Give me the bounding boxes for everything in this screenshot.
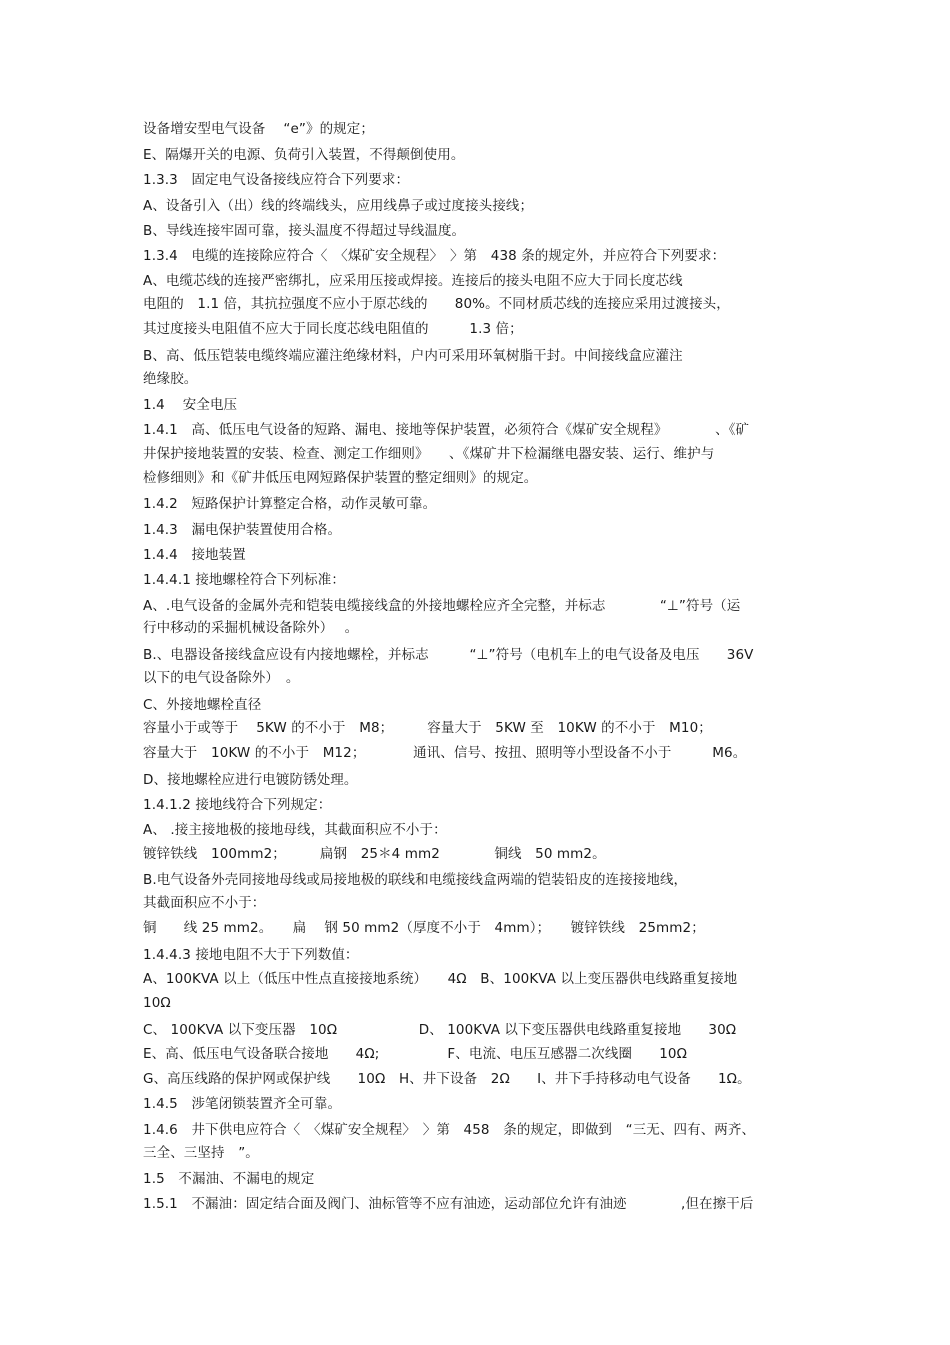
- text-line: B、高、低压铠装电缆终端应灌注绝缘材料，户内可采用环氧树脂干封。中间接线盒应灌注: [143, 348, 683, 364]
- section-heading: 1.4 安全电压: [143, 397, 238, 413]
- text-line: E、高、低压电气设备联合接地 4Ω; F、电流、电压互感器二次线圈 10Ω: [143, 1046, 688, 1062]
- text-line: B、导线连接牢固可靠，接头温度不得超过导线温度。: [143, 223, 466, 239]
- text-line: 以下的电气设备除外） 。: [143, 670, 300, 686]
- text-line: B.电气设备外壳同接地母线或局接地极的联线和电缆接线盒两端的铠装铅皮的连接接地线，: [143, 872, 688, 888]
- text-line: 10Ω: [143, 995, 171, 1011]
- text-line: 镀锌铁线 100mm2； 扁钢 25＊4 mm2 铜线 50 mm2。: [143, 846, 606, 862]
- text-line: 1.3.3 固定电气设备接线应符合下列要求：: [143, 172, 410, 188]
- text-line: 容量小于或等于 5KW 的不小于 M8； 容量大于 5KW 至 10KW 的不小于 M10；: [143, 720, 712, 736]
- text-line: 设备增安型电气设备 “e”》的规定；: [143, 121, 374, 137]
- text-line: 电阻的 1.1 倍，其抗拉强度不应小于原芯线的 80%。不同材质芯线的连接应采用过渡接头，: [143, 296, 730, 312]
- text-line: 1.4.2 短路保护计算整定合格，动作灵敏可靠。: [143, 496, 437, 512]
- text-line: C、 100KVA 以下变压器 10Ω D、 100KVA 以下变压器供电线路重复接地 30Ω: [143, 1022, 737, 1038]
- section-heading: 1.5 不漏油、不漏电的规定: [143, 1171, 315, 1187]
- text-line: A、 .接主接地极的接地母线，其截面积应不小于：: [143, 822, 447, 838]
- text-line: A、电缆芯线的连接严密绑扎，应采用压接或焊接。连接后的接头电阻不应大于同长度芯线: [143, 273, 683, 289]
- text-line: 其截面积应不小于：: [143, 895, 266, 911]
- text-line: 其过度接头电阻值不应大于同长度芯线电阻值的 1.3 倍；: [143, 321, 523, 337]
- text-line: G、高压线路的保护网或保护线 10Ω H、井下设备 2Ω I、井下手持移动电气设备 1Ω。: [143, 1071, 751, 1087]
- text-line: 行中移动的采掘机械设备除外） 。: [143, 620, 359, 636]
- text-line: 容量大于 10KW 的不小于 M12； 通讯、信号、按扭、照明等小型设备不小于 M6。: [143, 745, 747, 761]
- text-line: 1.5.1 不漏油：固定结合面及阀门、油标管等不应有油迹，运动部位允许有油迹 ,但在擦干后: [143, 1196, 754, 1212]
- text-line: 1.3.4 电缆的连接除应符合〈 〈煤矿安全规程〉 〉第 438 条的规定外，并应符合下列要求：: [143, 248, 726, 264]
- text-line: A、.电气设备的金属外壳和铠装电缆接线盒的外接地螺栓应齐全完整，并标志 “⊥”符号（运: [143, 598, 741, 614]
- text-line: A、100KVA 以上（低压中性点直接接地系统） 4Ω B、100KVA 以上变压器供电线路重复接地: [143, 971, 738, 987]
- text-line: D、接地螺栓应进行电镀防锈处理。: [143, 772, 358, 788]
- text-line: 检修细则》和《矿井低压电网短路保护装置的整定细则》的规定。: [143, 470, 538, 486]
- text-line: 井保护接地装置的安装、检查、测定工作细则》 、《煤矿井下检漏继电器安装、运行、维护与: [143, 446, 715, 462]
- text-line: 1.4.4.3 接地电阻不大于下列数值：: [143, 947, 359, 963]
- text-line: 1.4.5 涉笔闭锁装置齐全可靠。: [143, 1096, 342, 1112]
- text-line: A、设备引入（出）线的终端线头，应用线鼻子或过度接头接线；: [143, 198, 534, 214]
- text-line: 1.4.1.2 接地线符合下列规定：: [143, 797, 332, 813]
- text-line: 1.4.6 井下供电应符合〈 〈煤矿安全规程〉 〉第 458 条的规定，即做到 “三无、四有、两齐、: [143, 1122, 756, 1138]
- text-line: 1.4.4 接地装置: [143, 547, 246, 563]
- text-line: B.、电器设备接线盒应设有内接地螺栓，并标志 “⊥”符号（电机车上的电气设备及电压 36V: [143, 647, 754, 663]
- text-line: 三全、三坚持 ”。: [143, 1145, 259, 1161]
- text-line: 绝缘胶。: [143, 371, 198, 387]
- text-line: C、外接地螺栓直径: [143, 697, 262, 713]
- text-line: 1.4.4.1 接地螺栓符合下列标准：: [143, 572, 345, 588]
- text-line: 1.4.3 漏电保护装置使用合格。: [143, 522, 342, 538]
- text-line: E、隔爆开关的电源、负荷引入装置，不得颠倒使用。: [143, 147, 465, 163]
- text-line: 1.4.1 高、低压电气设备的短路、漏电、接地等保护装置，必须符合《煤矿安全规程》 、《矿: [143, 422, 750, 438]
- text-line: 铜 线 25 mm2。 扁 钢 50 mm2（厚度不小于 4mm）； 镀锌铁线 25mm2；: [143, 920, 705, 936]
